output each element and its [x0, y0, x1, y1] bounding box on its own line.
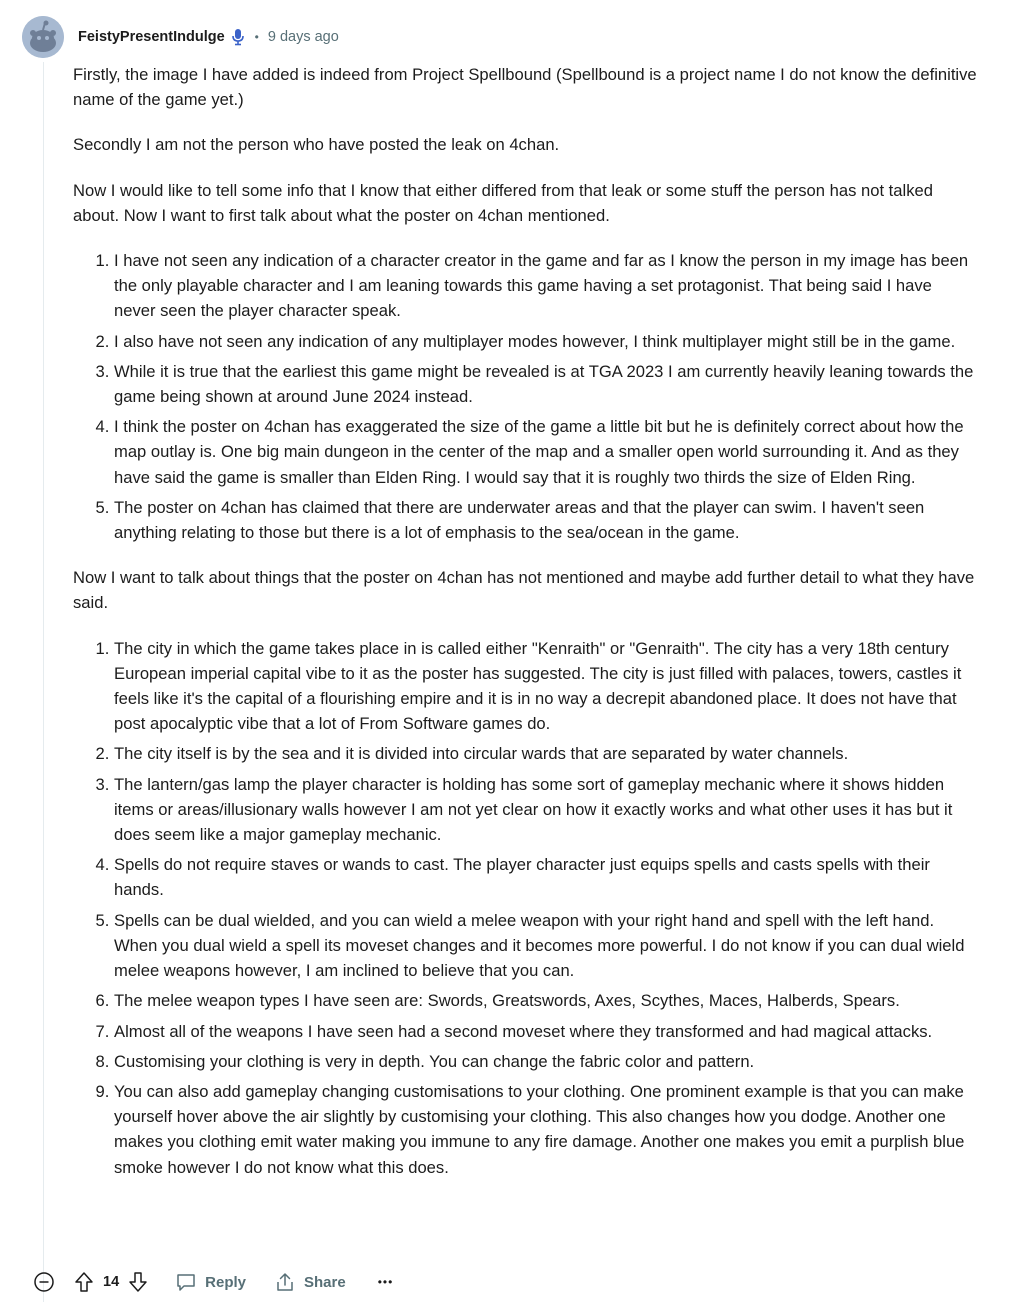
list-item: 2. The city itself is by the sea and it is divided into circular wards that are separated by water channels.: [114, 741, 978, 766]
list-item: 5. Spells can be dual wielded, and you can wield a melee weapon with your right hand and spell with the left hand. When you dual wield a spell its moveset changes and it becomes more powerful. I do not know if you can dual wield melee weapons however, I am inclined to believe that you can.: [114, 908, 978, 984]
list-item: 3. The lantern/gas lamp the player character is holding has some sort of gameplay mechanic where it shows hidden items or areas/illusionary walls however I am not yet clear on how it exactly works and what other uses it has but it does seem like a major gameplay mechanic.: [114, 772, 978, 848]
downvote-icon: [127, 1271, 149, 1293]
numbered-list-leak-points: [73, 248, 978, 545]
list-item: 4. I think the poster on 4chan has exaggerated the size of the game a little bit but he is definitely correct about how the map outlay is. One big main dungeon in the center of the map and a smaller open world surrounding it. And as they have said the game is smaller than Elden Ring. I would say that it is roughly two thirds the size of Elden Ring.: [114, 414, 978, 490]
upvote-button[interactable]: [73, 1271, 95, 1293]
upvote-icon: [73, 1271, 95, 1293]
thread-line[interactable]: [43, 62, 44, 1302]
reply-label: Reply: [205, 1273, 246, 1291]
list-item: 5. The poster on 4chan has claimed that there are underwater areas and that the player can swim. I haven't seen anything relating to those but there is a lot of emphasis to the sea/ocean in the game.: [114, 495, 978, 545]
avatar-snoo-icon: [22, 16, 64, 58]
list-item: 3. While it is true that the earliest this game might be revealed is at TGA 2023 I am currently heavily leaning towards the game being shown at around June 2024 instead.: [114, 359, 978, 409]
list-item: 1. I have not seen any indication of a character creator in the game and far as I know the person in my image has been the only playable character and I am leaning towards this game having a set protagonist. That being said I have never seen the player character speak.: [114, 248, 978, 324]
share-button[interactable]: [274, 1271, 346, 1293]
vote-count: 14: [103, 1274, 120, 1290]
numbered-list-additional-points: [73, 636, 978, 1180]
list-item: 1. The city in which the game takes place in is called either "Kenraith" or "Genraith". The city has a very 18th century European imperial capital vibe to it as the poster has suggested. The city is just filled with palaces, towers, castles it feels like it's the capital of a flourishing empire and it is in no way a decrepit abandoned place. It does not have that post apocalyptic vibe that a lot of From Software games do.: [114, 636, 978, 737]
timestamp[interactable]: 9 days ago: [267, 29, 339, 45]
comment-body: [73, 62, 978, 1180]
reply-icon: [175, 1271, 197, 1293]
more-options-icon[interactable]: •••: [377, 1275, 394, 1289]
list-item: 4. Spells do not require staves or wands to cast. The player character just equips spells and casts spells with their hands.: [114, 852, 978, 902]
paragraph: Now I would like to tell some info that I know that either differed from that leak or some stuff the person has not talked about. Now I want to first talk about what the poster on 4chan mentioned.: [73, 180, 933, 225]
list-item: 8. Customising your clothing is very in depth. You can change the fabric color and pattern.: [114, 1049, 978, 1074]
paragraph: Now I want to talk about things that the poster on 4chan has not mentioned and maybe add further detail to what they have said.: [73, 568, 975, 613]
paragraph: Firstly, the image I have added is indeed from Project Spellbound (Spellbound is a project name I do not know the definitive name of the game yet.): [73, 65, 977, 110]
share-label: Share: [304, 1273, 346, 1291]
list-item: 7. Almost all of the weapons I have seen had a second moveset where they transformed and had magical attacks.: [114, 1019, 978, 1044]
collapse-button[interactable]: [33, 1271, 55, 1293]
list-item: 6. The melee weapon types I have seen are: Swords, Greatswords, Axes, Scythes, Maces, Halberds, Spears.: [114, 988, 978, 1013]
avatar[interactable]: [22, 16, 64, 58]
meta-separator: •: [254, 30, 259, 44]
username[interactable]: FeistyPresentIndulge: [78, 29, 225, 45]
paragraph: Secondly I am not the person who have posted the leak on 4chan.: [73, 135, 560, 155]
comment-header: [78, 26, 339, 48]
microphone-icon: [231, 28, 245, 46]
list-item: 9. You can also add gameplay changing customisations to your clothing. One prominent example is that you can make yourself hover above the air slightly by customising your clothing. This also changes how you dodge. Another one makes you clothing emit water making you immune to any fire damage. Another one makes you emit a purplish blue smoke however I do not know what this does.: [114, 1079, 978, 1180]
reply-button[interactable]: [175, 1271, 246, 1293]
collapse-icon: [33, 1271, 55, 1293]
comment-action-bar: [33, 1268, 393, 1296]
downvote-button[interactable]: [127, 1271, 149, 1293]
share-icon: [274, 1271, 296, 1293]
list-item: 2. I also have not seen any indication of any multiplayer modes however, I think multiplayer might still be in the game.: [114, 329, 978, 354]
